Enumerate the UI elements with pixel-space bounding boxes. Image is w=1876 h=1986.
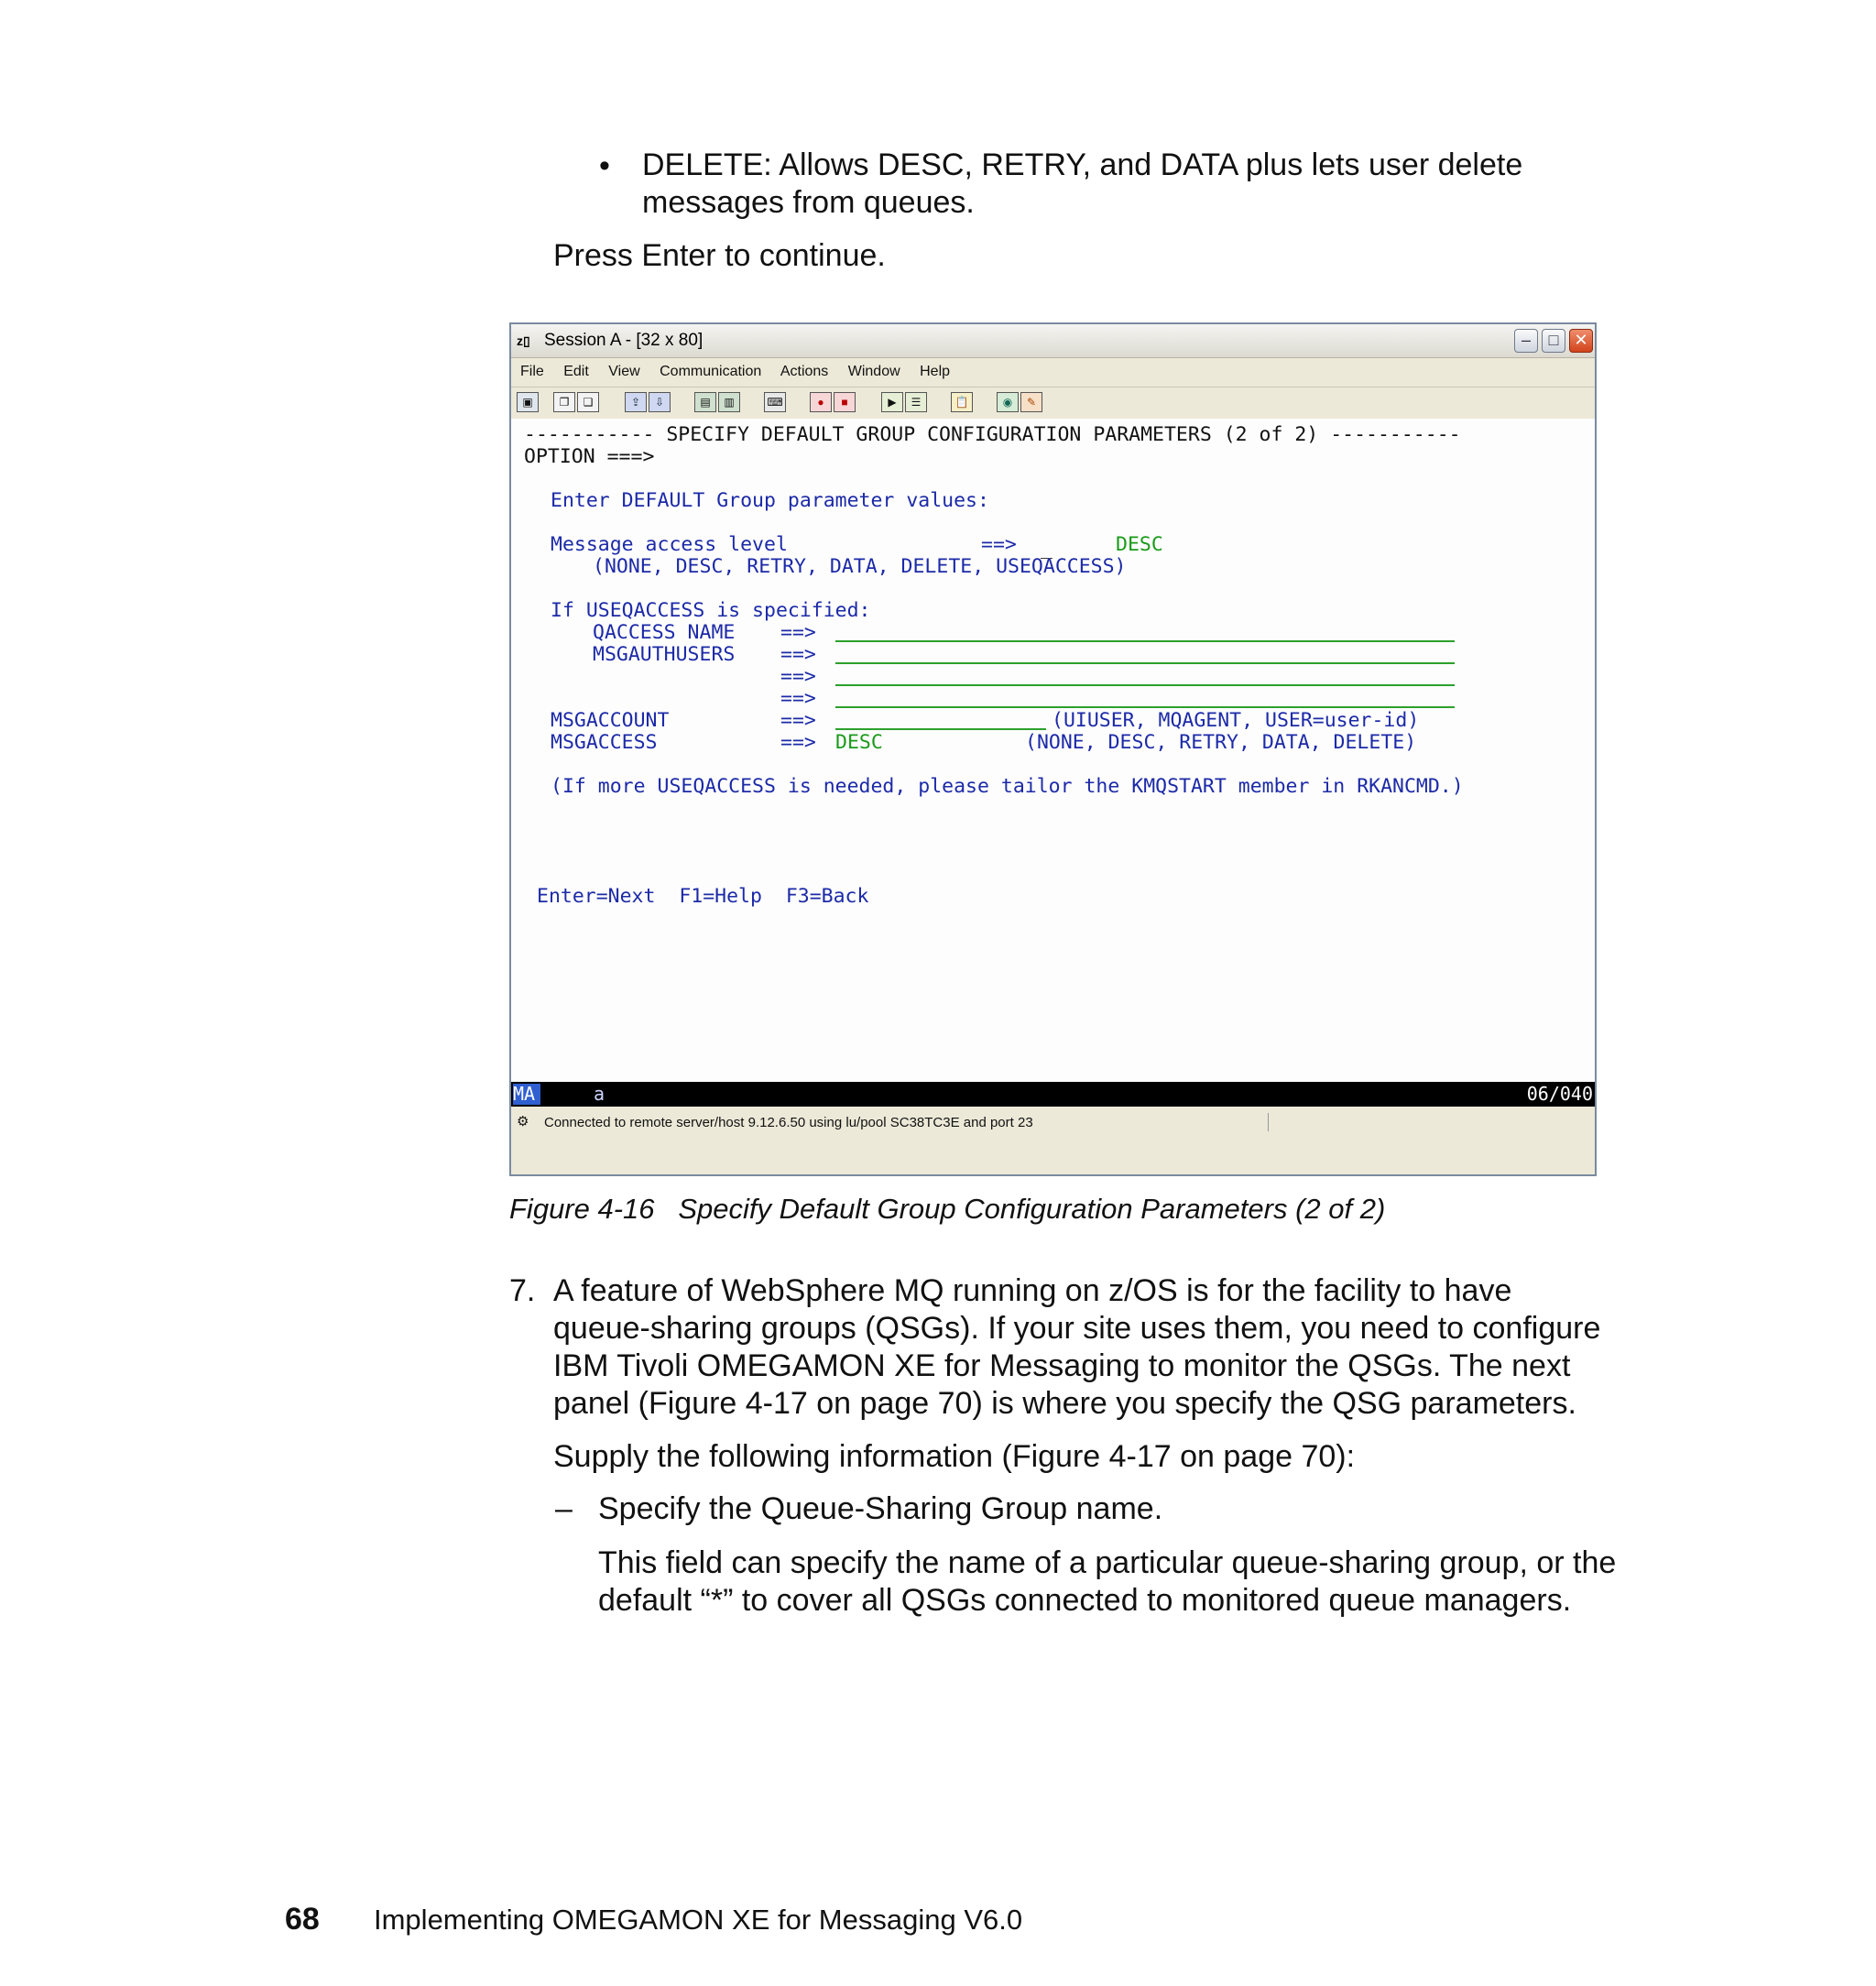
msgauthusers-arrow-1: ==>	[780, 643, 816, 666]
screen-header: ----------- SPECIFY DEFAULT GROUP CONFIGURATION PARAMETERS (2 of 2) -----------	[524, 423, 1461, 446]
send-icon[interactable]: ⇪	[625, 392, 647, 412]
page-number: 68	[285, 1902, 320, 1937]
record-macro-icon[interactable]: ●	[810, 392, 832, 412]
menu-actions[interactable]: Actions	[780, 364, 829, 379]
app-icon: z▯	[517, 333, 530, 348]
msgaccess-label: MSGACCESS	[551, 731, 658, 754]
dash-detail-line1: This field can specify the name of a particular queue-sharing group, or the	[598, 1545, 1617, 1580]
map-keyboard-icon[interactable]: ⌨	[764, 392, 786, 412]
msgauthusers-arrow-2: ==>	[780, 665, 816, 688]
menu-file[interactable]: File	[520, 364, 544, 379]
msgauthusers-arrow-3: ==>	[780, 687, 816, 710]
figure-caption: Figure 4-16 Specify Default Group Configuration Parameters (2 of 2)	[509, 1193, 1386, 1225]
display-icon[interactable]: ▤	[694, 392, 716, 412]
window-title: Session A - [32 x 80]	[544, 331, 704, 350]
oia-mode: MA	[513, 1084, 540, 1105]
qaccess-name-field[interactable]	[835, 640, 1455, 642]
bullet-text-line1: DELETE: Allows DESC, RETRY, and DATA plus lets user delete	[642, 147, 1523, 182]
msgaccount-arrow: ==>	[780, 709, 816, 732]
status-divider	[1268, 1113, 1269, 1131]
msg-access-value[interactable]: DESC	[1116, 533, 1163, 556]
enter-values-label: Enter DEFAULT Group parameter values:	[551, 489, 989, 512]
msg-access-cursor[interactable]: _	[1041, 537, 1053, 560]
macro-list-icon[interactable]: ☰	[905, 392, 927, 412]
menu-view[interactable]: View	[608, 364, 640, 379]
dash-detail-line2: default “*” to cover all QSGs connected to monitored queue managers.	[598, 1583, 1572, 1618]
oia-field: a	[594, 1083, 605, 1105]
msgaccount-field[interactable]	[835, 728, 1046, 730]
paste-icon[interactable]: ❏	[577, 392, 599, 412]
globe-icon[interactable]: ◉	[997, 392, 1019, 412]
msgaccess-value[interactable]: DESC	[835, 731, 883, 754]
book-title: Implementing OMEGAMON XE for Messaging V6.0	[374, 1904, 1023, 1936]
option-prompt: OPTION ===>	[524, 445, 655, 468]
msgauthusers-field-3[interactable]	[835, 706, 1455, 708]
msgaccess-options: (NONE, DESC, RETRY, DATA, DELETE)	[1025, 731, 1417, 754]
tailor-note: (If more USEQACCESS is needed, please tailor the KMQSTART member in RKANCMD.)	[551, 775, 1464, 798]
msg-access-options: (NONE, DESC, RETRY, DATA, DELETE, USEQACCESS)	[593, 555, 1127, 578]
edit-icon[interactable]: ✎	[1020, 392, 1042, 412]
msgaccount-options: (UIUSER, MQAGENT, USER=user-id)	[1052, 709, 1420, 732]
msg-access-level-label: Message access level	[551, 533, 788, 556]
msgauthusers-field-1[interactable]	[835, 662, 1455, 664]
msgauthusers-field-2[interactable]	[835, 684, 1455, 686]
qaccess-name-label: QACCESS NAME	[593, 621, 736, 644]
connection-icon: ⚙	[517, 1114, 529, 1129]
step7-line-4: panel (Figure 4-17 on page 70) is where you specify the QSG parameters.	[553, 1386, 1576, 1421]
play-macro-icon[interactable]: ▶	[881, 392, 903, 412]
supply-info-text: Supply the following information (Figure 4-17 on page 70):	[553, 1439, 1356, 1474]
close-button[interactable]: ✕	[1569, 329, 1593, 353]
step7-line-1: A feature of WebSphere MQ running on z/OS is for the facility to have	[553, 1273, 1512, 1308]
receive-icon[interactable]: ⇩	[649, 392, 671, 412]
session-window	[509, 322, 1597, 1176]
maximize-button[interactable]: □	[1542, 329, 1565, 353]
clipboard-icon[interactable]: 📋	[951, 392, 973, 412]
step7-line-2: queue-sharing groups (QSGs). If your site uses them, you need to configure	[553, 1311, 1601, 1346]
menu-window[interactable]: Window	[847, 364, 900, 379]
stop-macro-icon[interactable]: ■	[834, 392, 856, 412]
copy-icon[interactable]: ❐	[553, 392, 575, 412]
operator-info-area	[511, 1082, 1595, 1107]
dash-marker: –	[555, 1491, 573, 1526]
menu-edit[interactable]: Edit	[563, 364, 589, 379]
step7-line-3: IBM Tivoli OMEGAMON XE for Messaging to monitor the QSGs. The next	[553, 1348, 1571, 1383]
msgauthusers-label: MSGAUTHUSERS	[593, 643, 736, 666]
dash-item-text: Specify the Queue-Sharing Group name.	[598, 1491, 1163, 1526]
toolbar	[511, 387, 1595, 419]
status-text: Connected to remote server/host 9.12.6.50 using lu/pool SC38TC3E and port 23	[544, 1115, 1033, 1130]
menu-help[interactable]: Help	[920, 364, 951, 379]
msg-access-arrow: ==>	[981, 533, 1017, 556]
msgaccess-arrow: ==>	[780, 731, 816, 754]
color-map-icon[interactable]: ▥	[718, 392, 740, 412]
bullet-dot: •	[599, 148, 610, 183]
status-bar	[511, 1108, 1595, 1174]
print-screen-icon[interactable]: ▣	[517, 392, 539, 412]
minimize-button[interactable]: –	[1514, 329, 1538, 353]
menu-communication[interactable]: Communication	[660, 364, 762, 379]
oia-cursor-position: 06/040	[1526, 1083, 1593, 1105]
function-keys: Enter=Next F1=Help F3=Back	[537, 885, 869, 908]
if-useqaccess-label: If USEQACCESS is specified:	[551, 599, 871, 622]
menu-bar	[511, 358, 1595, 386]
qaccess-name-arrow: ==>	[780, 621, 816, 644]
msgaccount-label: MSGACCOUNT	[551, 709, 670, 732]
press-enter-text: Press Enter to continue.	[553, 238, 886, 273]
step-number: 7.	[509, 1273, 536, 1308]
terminal-screen[interactable]	[511, 419, 1595, 1082]
bullet-text-line2: messages from queues.	[642, 185, 975, 220]
title-bar	[511, 324, 1595, 358]
